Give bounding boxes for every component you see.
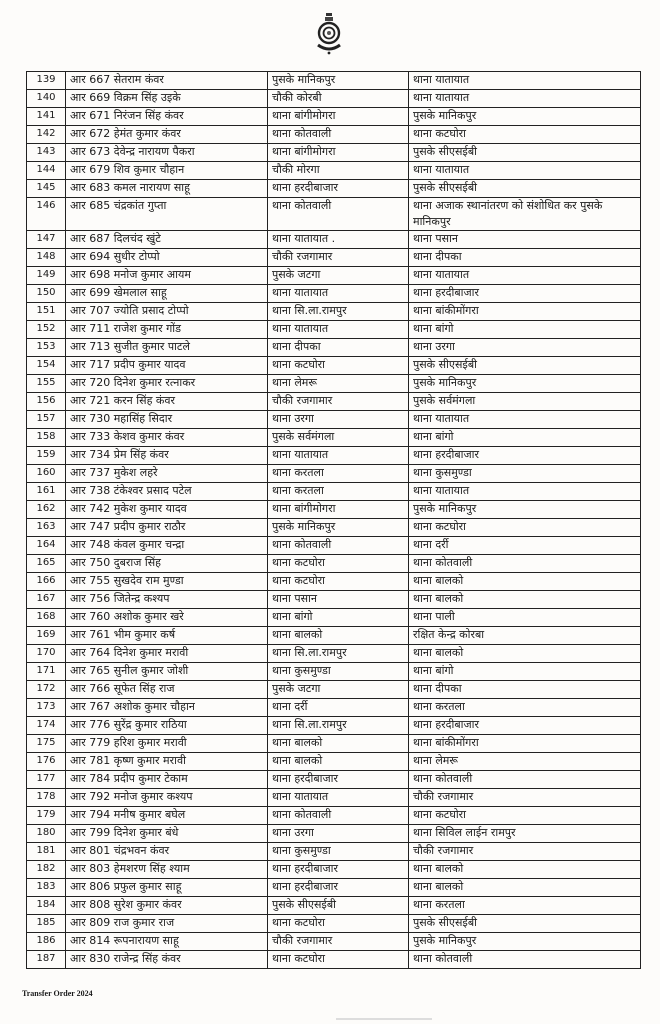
current-posting: थाना कोतवाली [268, 126, 409, 144]
table-row [27, 627, 641, 645]
current-posting: थाना यातायात [268, 789, 409, 807]
new-posting: थाना बांकीमोंगरा [409, 735, 641, 753]
table-row [27, 519, 641, 537]
new-posting: पुसके मानिकपुर [409, 933, 641, 951]
serial-number: 177 [27, 771, 66, 789]
table-row [27, 393, 641, 411]
table-row [27, 180, 641, 198]
serial-number: 145 [27, 180, 66, 198]
serial-number: 168 [27, 609, 66, 627]
table-row [27, 303, 641, 321]
employee-name: आर 766 सूफेत सिंह राज [66, 681, 268, 699]
current-posting: थाना यातायात . [268, 231, 409, 249]
current-posting: थाना यातायात [268, 285, 409, 303]
table-row [27, 879, 641, 897]
employee-name: आर 806 प्रफुल कुमार साहू [66, 879, 268, 897]
serial-number: 147 [27, 231, 66, 249]
serial-number: 141 [27, 108, 66, 126]
new-posting: थाना दीपका [409, 681, 641, 699]
serial-number: 163 [27, 519, 66, 537]
new-posting: पुसके सर्वमंगला [409, 393, 641, 411]
new-posting: थाना कुसमुण्डा [409, 465, 641, 483]
table-row [27, 933, 641, 951]
employee-name: आर 679 शिव कुमार चौहान [66, 162, 268, 180]
employee-name: आर 737 मुकेश लहरे [66, 465, 268, 483]
table-row [27, 198, 641, 231]
serial-number: 142 [27, 126, 66, 144]
current-posting: थाना बांगो [268, 609, 409, 627]
new-posting: थाना बालको [409, 879, 641, 897]
table-row [27, 321, 641, 339]
serial-number: 153 [27, 339, 66, 357]
table-row [27, 591, 641, 609]
table-row [27, 537, 641, 555]
new-posting: थाना पसान [409, 231, 641, 249]
new-posting: थाना कोतवाली [409, 951, 641, 969]
table-row [27, 429, 641, 447]
table-row [27, 483, 641, 501]
table-row [27, 108, 641, 126]
current-posting: थाना उरगा [268, 825, 409, 843]
employee-name: आर 730 महासिंह सिदार [66, 411, 268, 429]
serial-number: 169 [27, 627, 66, 645]
new-posting: थाना यातायात [409, 162, 641, 180]
table-row [27, 807, 641, 825]
serial-number: 140 [27, 90, 66, 108]
employee-name: आर 747 प्रदीप कुमार राठौर [66, 519, 268, 537]
serial-number: 152 [27, 321, 66, 339]
table-row [27, 411, 641, 429]
new-posting: रक्षित केन्द्र कोरबा [409, 627, 641, 645]
current-posting: थाना कटघोरा [268, 357, 409, 375]
bottom-mark [336, 1018, 432, 1020]
serial-number: 181 [27, 843, 66, 861]
new-posting: चौकी रजगामार [409, 843, 641, 861]
employee-name: आर 669 विक्रम सिंह उइके [66, 90, 268, 108]
current-posting: पुसके जटगा [268, 267, 409, 285]
table-row [27, 717, 641, 735]
employee-name: आर 711 राजेश कुमार गोंड [66, 321, 268, 339]
serial-number: 187 [27, 951, 66, 969]
table-row [27, 951, 641, 969]
employee-name: आर 756 जितेन्द्र कश्यप [66, 591, 268, 609]
current-posting: पुसके सीएसईबी [268, 897, 409, 915]
new-posting: पुसके सीएसईबी [409, 915, 641, 933]
current-posting: थाना बांगीमोगरा [268, 108, 409, 126]
employee-name: आर 717 प्रदीप कुमार यादव [66, 357, 268, 375]
employee-name: आर 830 राजेन्द्र सिंह कंवर [66, 951, 268, 969]
new-posting: थाना बालको [409, 591, 641, 609]
new-posting: पुसके मानिकपुर [409, 375, 641, 393]
table-row [27, 231, 641, 249]
new-posting: थाना हरदीबाजार [409, 447, 641, 465]
employee-name: आर 764 दिनेश कुमार मरावी [66, 645, 268, 663]
current-posting: थाना बालको [268, 753, 409, 771]
new-posting: थाना हरदीबाजार [409, 717, 641, 735]
table-row [27, 447, 641, 465]
new-posting: थाना बांगो [409, 663, 641, 681]
employee-name: आर 781 कृष्ण कुमार मरावी [66, 753, 268, 771]
current-posting: थाना कोतवाली [268, 198, 409, 231]
current-posting: थाना कटघोरा [268, 951, 409, 969]
current-posting: थाना दर्री [268, 699, 409, 717]
current-posting: चौकी कोरबी [268, 90, 409, 108]
employee-name: आर 760 अशोक कुमार खरे [66, 609, 268, 627]
serial-number: 150 [27, 285, 66, 303]
employee-name: आर 776 सुरेंद्र कुमार राठिया [66, 717, 268, 735]
table-row [27, 771, 641, 789]
table-row [27, 162, 641, 180]
current-posting: थाना उरगा [268, 411, 409, 429]
employee-name: आर 809 राज कुमार राज [66, 915, 268, 933]
footer-text: Transfer Order 2024 [22, 989, 93, 998]
table-row [27, 753, 641, 771]
serial-number: 175 [27, 735, 66, 753]
new-posting: थाना कटघोरा [409, 126, 641, 144]
serial-number: 161 [27, 483, 66, 501]
new-posting: थाना कटघोरा [409, 519, 641, 537]
table-row [27, 681, 641, 699]
current-posting: थाना बांगीमोगरा [268, 144, 409, 162]
current-posting: थाना करतला [268, 483, 409, 501]
employee-name: आर 792 मनोज कुमार कश्यप [66, 789, 268, 807]
employee-name: आर 720 दिनेश कुमार रत्नाकर [66, 375, 268, 393]
serial-number: 159 [27, 447, 66, 465]
current-posting: थाना यातायात [268, 321, 409, 339]
serial-number: 144 [27, 162, 66, 180]
serial-number: 139 [27, 72, 66, 90]
current-posting: थाना कुसमुण्डा [268, 843, 409, 861]
serial-number: 184 [27, 897, 66, 915]
new-posting: थाना दर्री [409, 537, 641, 555]
employee-name: आर 799 दिनेश कुमार बंधे [66, 825, 268, 843]
table-row [27, 609, 641, 627]
new-posting: थाना यातायात [409, 90, 641, 108]
employee-name: आर 734 प्रेम सिंह कंवर [66, 447, 268, 465]
serial-number: 183 [27, 879, 66, 897]
new-posting: पुसके सीएसईबी [409, 357, 641, 375]
employee-name: आर 673 देवेन्द्र नारायण पैकरा [66, 144, 268, 162]
current-posting: थाना कटघोरा [268, 555, 409, 573]
new-posting: थाना बांगो [409, 321, 641, 339]
table-row [27, 915, 641, 933]
current-posting: चौकी रजगामार [268, 393, 409, 411]
employee-name: आर 803 हेमशरण सिंह श्याम [66, 861, 268, 879]
serial-number: 162 [27, 501, 66, 519]
serial-number: 171 [27, 663, 66, 681]
serial-number: 154 [27, 357, 66, 375]
table-row [27, 249, 641, 267]
new-posting: थाना यातायात [409, 267, 641, 285]
current-posting: चौकी मोरगा [268, 162, 409, 180]
table-row [27, 897, 641, 915]
table-row [27, 825, 641, 843]
serial-number: 155 [27, 375, 66, 393]
employee-name: आर 779 हरिश कुमार मरावी [66, 735, 268, 753]
new-posting: थाना बालको [409, 573, 641, 591]
current-posting: थाना दीपका [268, 339, 409, 357]
current-posting: चौकी रजगामार [268, 933, 409, 951]
serial-number: 160 [27, 465, 66, 483]
serial-number: 143 [27, 144, 66, 162]
table-row [27, 699, 641, 717]
table-row [27, 285, 641, 303]
current-posting: चौकी रजगामार [268, 249, 409, 267]
current-posting: थाना सि.ला.रामपुर [268, 717, 409, 735]
serial-number: 156 [27, 393, 66, 411]
new-posting: थाना लेमरू [409, 753, 641, 771]
table-row [27, 144, 641, 162]
table-row [27, 573, 641, 591]
employee-name: आर 721 करन सिंह कंवर [66, 393, 268, 411]
employee-name: आर 694 सुधीर टोप्पो [66, 249, 268, 267]
serial-number: 165 [27, 555, 66, 573]
current-posting: पुसके मानिकपुर [268, 72, 409, 90]
employee-name: आर 808 सुरेश कुमार कंवर [66, 897, 268, 915]
employee-name: आर 755 सुखदेव राम मुण्डा [66, 573, 268, 591]
current-posting: थाना पसान [268, 591, 409, 609]
new-posting: थाना हरदीबाजार [409, 285, 641, 303]
current-posting: थाना कटघोरा [268, 573, 409, 591]
current-posting: थाना कुसमुण्डा [268, 663, 409, 681]
table-row [27, 861, 641, 879]
current-posting: थाना हरदीबाजार [268, 771, 409, 789]
new-posting: थाना बालको [409, 645, 641, 663]
new-posting: थाना यातायात [409, 72, 641, 90]
serial-number: 149 [27, 267, 66, 285]
table-row [27, 789, 641, 807]
serial-number: 167 [27, 591, 66, 609]
new-posting: थाना कोतवाली [409, 555, 641, 573]
employee-name: आर 733 केशव कुमार कंवर [66, 429, 268, 447]
transfer-table [26, 71, 641, 969]
employee-name: आर 687 दिलचंद खुंटे [66, 231, 268, 249]
table-row [27, 663, 641, 681]
new-posting: थाना सिविल लाईन रामपुर [409, 825, 641, 843]
serial-number: 182 [27, 861, 66, 879]
employee-name: आर 671 निरंजन सिंह कंवर [66, 108, 268, 126]
table-row [27, 465, 641, 483]
serial-number: 185 [27, 915, 66, 933]
serial-number: 146 [27, 198, 66, 231]
serial-number: 180 [27, 825, 66, 843]
current-posting: थाना कोतवाली [268, 807, 409, 825]
table-row [27, 555, 641, 573]
serial-number: 179 [27, 807, 66, 825]
new-posting: थाना अजाक स्थानांतरण को संशोधित कर पुसके मानिकपुर [409, 198, 641, 231]
serial-number: 186 [27, 933, 66, 951]
employee-name: आर 765 सुनील कुमार जोशी [66, 663, 268, 681]
serial-number: 173 [27, 699, 66, 717]
serial-number: 164 [27, 537, 66, 555]
serial-number: 170 [27, 645, 66, 663]
table-row [27, 735, 641, 753]
employee-name: आर 761 भीम कुमार कर्ष [66, 627, 268, 645]
current-posting: थाना बांगीमोगरा [268, 501, 409, 519]
employee-name: आर 699 खेमलाल साहू [66, 285, 268, 303]
current-posting: पुसके सर्वमंगला [268, 429, 409, 447]
new-posting: थाना उरगा [409, 339, 641, 357]
table-row [27, 645, 641, 663]
employee-name: आर 685 चंद्रकांत गुप्ता [66, 198, 268, 231]
table-row [27, 339, 641, 357]
table-row [27, 126, 641, 144]
serial-number: 151 [27, 303, 66, 321]
new-posting: चौकी रजगामार [409, 789, 641, 807]
new-posting: पुसके सीएसईबी [409, 144, 641, 162]
employee-name: आर 713 सुजीत कुमार पाटले [66, 339, 268, 357]
table-row [27, 72, 641, 90]
employee-name: आर 742 मुकेश कुमार यादव [66, 501, 268, 519]
serial-number: 174 [27, 717, 66, 735]
serial-number: 176 [27, 753, 66, 771]
new-posting: पुसके सीएसईबी [409, 180, 641, 198]
current-posting: थाना सि.ला.रामपुर [268, 303, 409, 321]
new-posting: थाना दीपका [409, 249, 641, 267]
serial-number: 157 [27, 411, 66, 429]
current-posting: थाना हरदीबाजार [268, 879, 409, 897]
new-posting: थाना कटघोरा [409, 807, 641, 825]
table-row [27, 90, 641, 108]
current-posting: थाना लेमरू [268, 375, 409, 393]
current-posting: पुसके मानिकपुर [268, 519, 409, 537]
table-row [27, 375, 641, 393]
employee-name: आर 683 कमल नारायण साहू [66, 180, 268, 198]
new-posting: थाना बांगो [409, 429, 641, 447]
serial-number: 172 [27, 681, 66, 699]
employee-name: आर 707 ज्योति प्रसाद टोप्पो [66, 303, 268, 321]
new-posting: थाना यातायात [409, 411, 641, 429]
current-posting: पुसके जटगा [268, 681, 409, 699]
current-posting: थाना करतला [268, 465, 409, 483]
police-emblem-icon [314, 12, 344, 56]
current-posting: थाना कटघोरा [268, 915, 409, 933]
employee-name: आर 748 कंवल कुमार चन्द्रा [66, 537, 268, 555]
serial-number: 178 [27, 789, 66, 807]
employee-name: आर 738 टंकेश्वर प्रसाद पटेल [66, 483, 268, 501]
new-posting: पुसके मानिकपुर [409, 108, 641, 126]
table-row [27, 267, 641, 285]
current-posting: थाना हरदीबाजार [268, 180, 409, 198]
new-posting: थाना पाली [409, 609, 641, 627]
employee-name: आर 794 मनीष कुमार बघेल [66, 807, 268, 825]
current-posting: थाना बालको [268, 627, 409, 645]
table-row [27, 357, 641, 375]
new-posting: थाना यातायात [409, 483, 641, 501]
employee-name: आर 801 चंद्रभवन कंवर [66, 843, 268, 861]
table-row [27, 501, 641, 519]
employee-name: आर 672 हेमंत कुमार कंवर [66, 126, 268, 144]
new-posting: थाना करतला [409, 699, 641, 717]
employee-name: आर 767 अशोक कुमार चौहान [66, 699, 268, 717]
current-posting: थाना बालको [268, 735, 409, 753]
new-posting: थाना करतला [409, 897, 641, 915]
current-posting: थाना सि.ला.रामपुर [268, 645, 409, 663]
current-posting: थाना हरदीबाजार [268, 861, 409, 879]
new-posting: थाना बांकीमोंगरा [409, 303, 641, 321]
new-posting: थाना बालको [409, 861, 641, 879]
serial-number: 166 [27, 573, 66, 591]
new-posting: थाना कोतवाली [409, 771, 641, 789]
employee-name: आर 784 प्रदीप कुमार टेकाम [66, 771, 268, 789]
new-posting: पुसके मानिकपुर [409, 501, 641, 519]
current-posting: थाना कोतवाली [268, 537, 409, 555]
employee-name: आर 698 मनोज कुमार आयम [66, 267, 268, 285]
current-posting: थाना यातायात [268, 447, 409, 465]
employee-name: आर 750 दुबराज सिंह [66, 555, 268, 573]
serial-number: 158 [27, 429, 66, 447]
table-row [27, 843, 641, 861]
employee-name: आर 814 रूपनारायण साहू [66, 933, 268, 951]
employee-name: आर 667 सेतराम कंवर [66, 72, 268, 90]
serial-number: 148 [27, 249, 66, 267]
